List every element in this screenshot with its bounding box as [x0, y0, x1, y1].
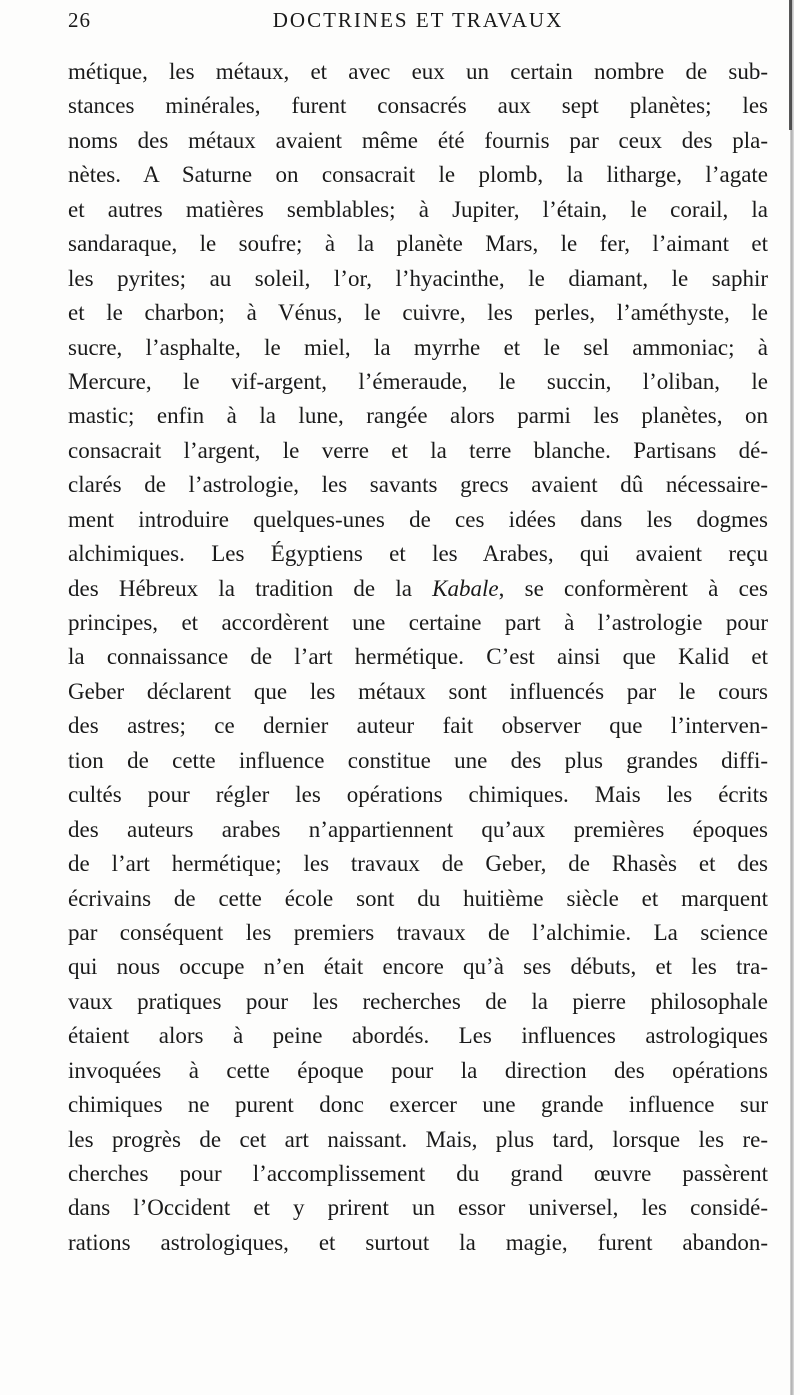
text-line: vaux pratiques pour les recherches de la pierre philosophale [68, 988, 768, 1014]
text-line: alchimiques. Les Égyptiens et les Arabes, qui avaient reçu [68, 541, 768, 567]
page-number: 26 [68, 8, 91, 32]
text-line: stances minérales, furent consacrés aux sept planètes; les [68, 93, 768, 119]
text-line: Mercure, le vif-argent, l’émeraude, le succin, l’oliban, le [68, 368, 768, 394]
running-title: DOCTRINES ET TRAVAUX [272, 8, 564, 32]
text-line: la connaissance de l’art hermétique. C’est ainsi que Kalid et [68, 644, 768, 670]
text-line: qui nous occupe n’en était encore qu’à ses débuts, et les tra- [68, 954, 768, 980]
text-line: noms des métaux avaient même été fournis par ceux des pla- [68, 127, 768, 153]
text-line: les pyrites; au soleil, l’or, l’hyacinthe, le diamant, le saphir [68, 265, 768, 291]
text-line: sucre, l’asphalte, le miel, la myrrhe et le sel ammoniac; à [68, 334, 768, 360]
text-line: rations astrologiques, et surtout la magie, furent abandon- [68, 1229, 768, 1255]
italic-term: Kabale [432, 575, 499, 601]
text-line: nètes. A Saturne on consacrait le plomb, la litharge, l’agate [68, 162, 768, 188]
page-edge-shadow [790, 0, 794, 1395]
text-line: cultés pour régler les opérations chimiques. Mais les écrits [68, 782, 768, 808]
text-line: Geber déclarent que les métaux sont influencés par le cours [68, 678, 768, 704]
text-line: consacrait l’argent, le verre et la terre blanche. Partisans dé- [68, 437, 768, 463]
text-line: tion de cette influence constitue une des plus grandes diffi- [68, 747, 768, 773]
page-header [68, 8, 768, 40]
text-line: principes, et accordèrent une certaine part à l’astrologie pour [68, 610, 768, 635]
text-line: des auteurs arabes n’appartiennent qu’aux premières époques [68, 816, 768, 842]
text-line: cherches pour l’accomplissement du grand œuvre passèrent [68, 1161, 768, 1186]
text-line-with-italic [68, 572, 768, 606]
text-segment: des Hébreux la tradition de la [68, 575, 433, 601]
text-line: de l’art hermétique; les travaux de Geber, de Rhasès et des [68, 851, 768, 877]
body-text [68, 55, 768, 1260]
text-segment: , se conformèrent à ces [498, 575, 768, 601]
text-line: métique, les métaux, et avec eux un certain nombre de sub- [68, 59, 768, 84]
text-line: écrivains de cette école sont du huitième siècle et marquent [68, 885, 768, 911]
text-line: et autres matières semblables; à Jupiter, l’étain, le corail, la [68, 196, 768, 222]
text-line: sandaraque, le soufre; à la planète Mars, le fer, l’aimant et [68, 231, 768, 257]
text-line: des astres; ce dernier auteur fait observer que l’interven- [68, 713, 768, 739]
text-line: ment introduire quelques-unes de ces idées dans les dogmes [68, 506, 768, 532]
page-edge-mark [789, 0, 792, 130]
text-line: invoquées à cette époque pour la direction des opérations [68, 1057, 768, 1083]
text-line: clarés de l’astrologie, les savants grecs avaient dû nécessaire- [68, 472, 768, 498]
text-line: par conséquent les premiers travaux de l’alchimie. La science [68, 919, 768, 945]
text-line: étaient alors à peine abordés. Les influences astrologiques [68, 1023, 768, 1049]
text-line: dans l’Occident et y prirent un essor universel, les considé- [68, 1195, 768, 1221]
text-line: et le charbon; à Vénus, le cuivre, les perles, l’améthyste, le [68, 300, 768, 326]
text-line: mastic; enfin à la lune, rangée alors parmi les planètes, on [68, 403, 768, 429]
text-line: les progrès de cet art naissant. Mais, plus tard, lorsque les re- [68, 1126, 768, 1152]
text-line: chimiques ne purent donc exercer une grande influence sur [68, 1092, 768, 1118]
